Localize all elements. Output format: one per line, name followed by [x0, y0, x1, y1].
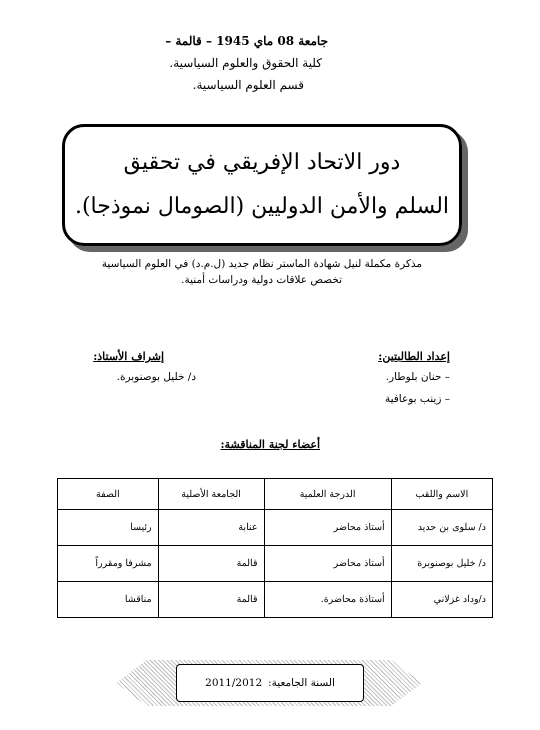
- academic-year-box: [176, 664, 364, 702]
- faculty-name: كلية الحقوق والعلوم السياسية.: [169, 56, 322, 70]
- member-role: مشرفا ومقرراً: [58, 546, 159, 582]
- member-name: د/ خليل بوصنوبرة: [391, 546, 492, 582]
- committee-table: [57, 478, 493, 618]
- prepared-by-section: [280, 348, 450, 410]
- memo-degree-line: مذكرة مكملة لنيل شهادة الماستر نظام جديد (ل.م.د) في العلوم السياسية: [101, 258, 422, 270]
- member-name: د/ سلوى بن حديد: [391, 510, 492, 546]
- memo-description: [82, 256, 422, 288]
- member-degree: أستاذ محاضر: [264, 546, 391, 582]
- thesis-title-line-1: دور الاتحاد الإفريقي في تحقيق: [123, 150, 401, 175]
- academic-year-value: 2011/2012: [205, 677, 263, 689]
- institution-header: [108, 30, 328, 96]
- column-header-university: الجامعة الأصلية: [158, 479, 264, 510]
- committee-heading: أعضاء لجنة المناقشة:: [220, 438, 320, 451]
- member-degree: أستاذ محاضر: [264, 510, 391, 546]
- member-role: مناقشا: [58, 582, 159, 618]
- member-role: رئيسا: [58, 510, 159, 546]
- supervision-heading: إشراف الأستاذ:: [93, 350, 164, 363]
- academic-year-banner: [116, 660, 422, 706]
- table-row: [58, 510, 493, 546]
- member-name: د/وداد غزلاني: [391, 582, 492, 618]
- table-header-row: [58, 479, 493, 510]
- column-header-degree: الدرجة العلمية: [264, 479, 391, 510]
- thesis-title-line-2: السلم والأمن الدوليين (الصومال نموذجا).: [74, 194, 450, 219]
- column-header-role: الصفة: [58, 479, 159, 510]
- member-university: قالمة: [158, 582, 264, 618]
- memo-specialty-line: تخصص علاقات دولية ودراسات أمنية.: [181, 274, 342, 286]
- supervision-section: [36, 348, 196, 388]
- table-row: [58, 546, 493, 582]
- student-name: – زينب بوعافية: [384, 393, 450, 405]
- table-row: [58, 582, 493, 618]
- academic-year-label: السنة الجامعية:: [268, 677, 335, 689]
- student-name: – حنان بلوطار.: [385, 371, 450, 383]
- column-header-name: الاسم واللقب: [391, 479, 492, 510]
- member-degree: أستاذة محاضرة.: [264, 582, 391, 618]
- department-name: قسم العلوم السياسية.: [192, 78, 304, 92]
- member-university: قالمة: [158, 546, 264, 582]
- member-university: عنابة: [158, 510, 264, 546]
- supervisor-name: د/ خليل بوصنوبرة.: [116, 371, 196, 383]
- prepared-by-heading: إعداد الطالبتين:: [378, 350, 450, 363]
- thesis-title-box: [62, 124, 462, 246]
- university-name: جامعة 08 ماي 1945 – قالمة –: [165, 34, 328, 48]
